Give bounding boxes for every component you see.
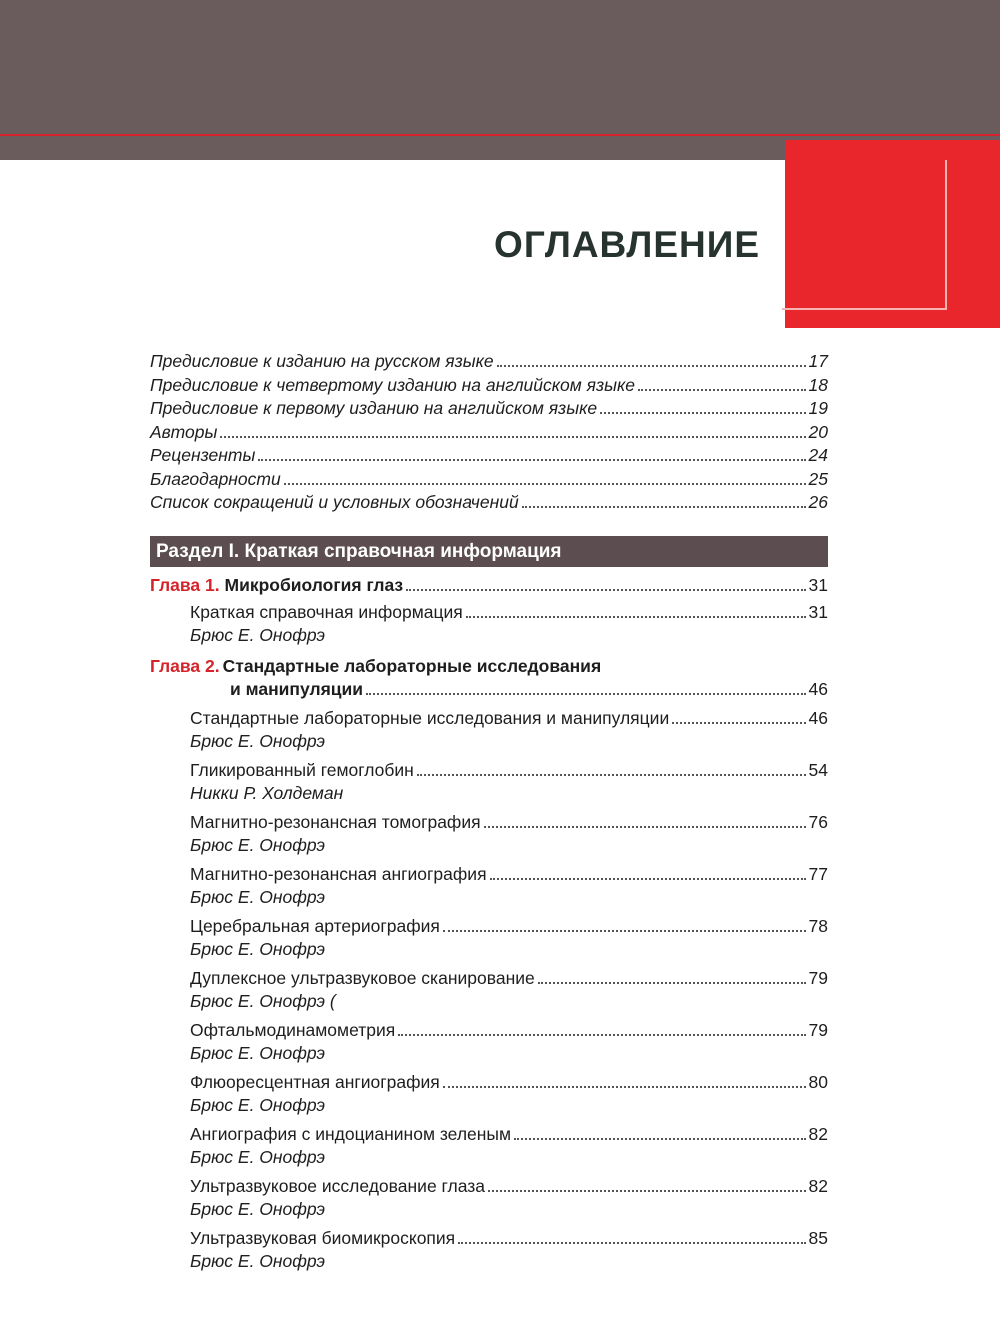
article-page: 85	[808, 1228, 828, 1248]
leader-dots	[443, 1085, 806, 1088]
leader-dots	[466, 615, 806, 618]
article-line[interactable]	[190, 915, 828, 938]
toc-entry-page: 19	[808, 398, 828, 418]
leader-dots	[220, 435, 805, 438]
chapter-label: Глава 2.	[150, 656, 220, 676]
article-line[interactable]	[190, 1227, 828, 1250]
chapter-heading[interactable]	[150, 573, 828, 597]
toc-entry[interactable]	[150, 468, 828, 492]
article-author: Брюс Е. Онофрэ	[190, 731, 326, 751]
article-entry	[190, 1227, 828, 1273]
article-entry	[190, 707, 828, 753]
chapter-page: 31	[808, 575, 828, 595]
leader-dots	[490, 877, 806, 880]
header-red-rule	[0, 134, 1000, 136]
article-page: 78	[808, 916, 828, 936]
toc-entry-title: Рецензенты	[150, 445, 256, 465]
article-title: Краткая справочная информация	[190, 602, 463, 622]
toc-entry[interactable]	[150, 397, 828, 421]
article-author: Брюс Е. Онофрэ	[190, 1199, 326, 1219]
toc-entry-page: 26	[808, 492, 828, 512]
chapter-heading-cont[interactable]	[150, 678, 828, 701]
article-entry	[190, 601, 828, 647]
leader-dots	[398, 1033, 805, 1036]
chapter-title-line1: Стандартные лабораторные исследования	[222, 656, 602, 676]
article-page: 76	[808, 812, 828, 832]
chapter-1	[150, 573, 828, 647]
toc-entry-title: Авторы	[150, 421, 218, 442]
leader-dots	[484, 825, 806, 828]
article-page: 80	[808, 1072, 828, 1092]
leader-dots	[538, 981, 806, 984]
front-matter-list	[150, 350, 828, 515]
article-line[interactable]	[190, 1019, 828, 1042]
article-page: 46	[808, 708, 828, 728]
article-author: Брюс Е. Онофрэ	[190, 625, 326, 645]
toc-entry-title: Предисловие к изданию на русском языке	[150, 351, 494, 371]
leader-dots	[514, 1137, 805, 1140]
toc-entry-title: Предисловие к четвертому изданию на английском языке	[150, 374, 635, 395]
article-title: Стандартные лабораторные исследования и манипуляции	[190, 708, 670, 728]
leader-dots	[522, 505, 806, 508]
article-line[interactable]	[190, 601, 828, 624]
article-entry	[190, 811, 828, 857]
article-page: 82	[808, 1124, 828, 1144]
leader-dots	[284, 482, 806, 485]
article-title: Офтальмодинамометрия	[190, 1020, 396, 1040]
article-entry	[190, 1019, 828, 1065]
toc-body	[150, 573, 828, 1273]
section-heading[interactable]: Раздел I. Краткая справочная информация	[150, 536, 828, 567]
article-author: Брюс Е. Онофрэ (	[190, 991, 336, 1011]
article-title: Гликированный гемоглобин	[190, 760, 414, 780]
leader-dots	[672, 721, 805, 724]
article-title: Церебральная артериография	[190, 916, 440, 936]
article-title: Флюоресцентная ангиография	[190, 1072, 440, 1092]
toc-entry-page: 18	[808, 374, 828, 395]
article-title: Магнитно-резонансная томография	[190, 812, 481, 832]
article-entry	[190, 759, 828, 805]
chapter-page: 46	[808, 679, 828, 699]
toc-entry-title: Предисловие к первому изданию на английском языке	[150, 398, 598, 418]
leader-dots	[497, 364, 806, 367]
leader-dots	[406, 588, 805, 591]
toc-entry-page: 20	[808, 421, 828, 442]
chapter-heading[interactable]	[150, 655, 828, 678]
leader-dots	[443, 929, 806, 932]
leader-dots	[417, 773, 806, 776]
article-line[interactable]	[190, 707, 828, 730]
article-line[interactable]	[190, 1071, 828, 1094]
accent-frame	[782, 160, 947, 310]
article-entry	[190, 967, 828, 1013]
chapter-title: Микробиология глаз	[224, 575, 404, 595]
article-line[interactable]	[190, 863, 828, 886]
article-page: 79	[808, 1020, 828, 1040]
article-line[interactable]	[190, 811, 828, 834]
article-author: Брюс Е. Онофрэ	[190, 887, 326, 907]
chapter-title-line2: и манипуляции	[230, 679, 364, 699]
article-title: Ультразвуковая биомикроскопия	[190, 1228, 456, 1248]
article-line[interactable]	[190, 1175, 828, 1198]
article-author: Брюс Е. Онофрэ	[190, 1251, 326, 1271]
leader-dots	[638, 388, 806, 391]
article-entry	[190, 1123, 828, 1169]
article-author: Брюс Е. Онофрэ	[190, 1043, 326, 1063]
leader-dots	[488, 1189, 805, 1192]
article-author: Брюс Е. Онофрэ	[190, 1095, 326, 1115]
toc-entry-title: Благодарности	[150, 468, 281, 489]
red-accent-block	[785, 140, 1000, 328]
toc-entry[interactable]	[150, 350, 828, 374]
toc-entry-page: 17	[808, 351, 828, 371]
article-page: 82	[808, 1176, 828, 1196]
article-title: Магнитно-резонансная ангиография	[190, 864, 487, 884]
toc-entry-title: Список сокращений и условных обозначений	[150, 492, 519, 512]
article-page: 54	[808, 760, 828, 780]
chapter-2	[150, 655, 828, 1273]
article-line[interactable]	[190, 759, 828, 782]
article-line[interactable]	[190, 1123, 828, 1146]
article-entry	[190, 863, 828, 909]
toc-entry-page: 24	[808, 445, 828, 465]
leader-dots	[600, 411, 805, 414]
toc-entry[interactable]	[150, 374, 828, 398]
article-title: Дуплексное ультразвуковое сканирование	[190, 968, 535, 988]
article-author: Брюс Е. Онофрэ	[190, 835, 326, 855]
article-author: Брюс Е. Онофрэ	[190, 939, 326, 959]
article-entry	[190, 1175, 828, 1221]
article-author: Никки Р. Холдеман	[190, 783, 344, 803]
leader-dots	[366, 692, 805, 695]
header-band	[0, 0, 1000, 160]
article-title: Ангиография с индоцианином зеленым	[190, 1124, 512, 1144]
toc-entry[interactable]	[150, 491, 828, 515]
toc-entry-page: 25	[808, 468, 828, 489]
chapter-label: Глава 1.	[150, 575, 220, 595]
leader-dots	[258, 458, 805, 461]
article-page: 77	[808, 864, 828, 884]
article-author: Брюс Е. Онофрэ	[190, 1147, 326, 1167]
article-entry	[190, 1071, 828, 1117]
article-entry	[190, 915, 828, 961]
page-title: ОГЛАВЛЕНИЕ	[494, 224, 760, 265]
article-title: Ультразвуковое исследование глаза	[190, 1176, 486, 1196]
article-page: 79	[808, 968, 828, 988]
article-page: 31	[808, 602, 828, 622]
article-line[interactable]	[190, 967, 828, 990]
toc-entry[interactable]	[150, 444, 828, 468]
leader-dots	[458, 1241, 805, 1244]
toc-entry[interactable]	[150, 421, 828, 445]
